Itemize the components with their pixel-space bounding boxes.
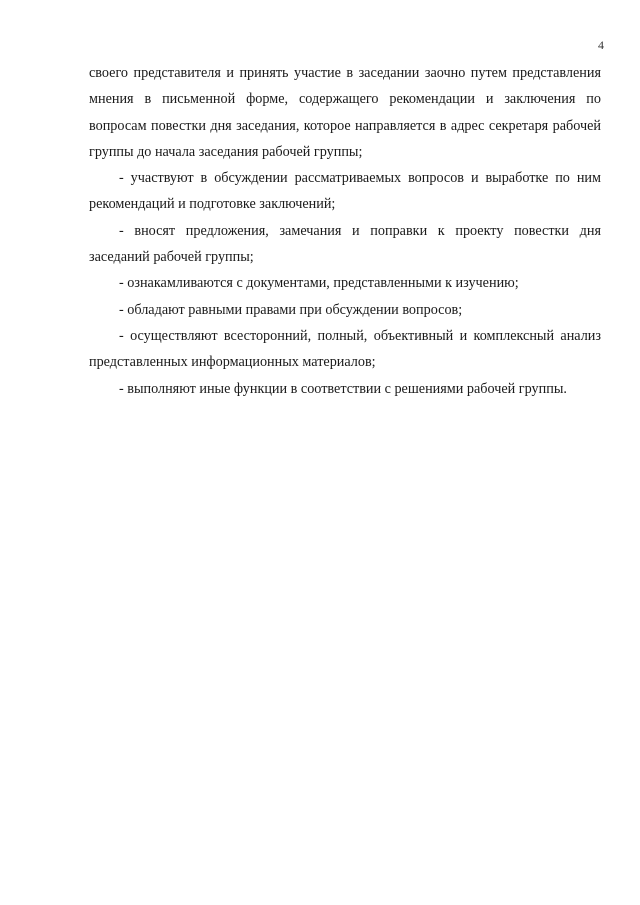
list-item-other-functions: - выполняют иные функции в соответствии с решениями рабочей группы. (119, 380, 567, 397)
list-item-review-documents: - ознакамливаются с документами, представленными к изучению; (119, 275, 519, 292)
paragraph-continuation: своего представителя и принять участие в заседании заочно путем представления мнения в письменной форме, содержащего рекомендации и заключения по вопросам повестки дня заседания, которое направляется в адрес секретаря рабочей группы до начала заседания рабочей группы; (89, 65, 601, 160)
list-item-participate-discussion: - участвуют в обсуждении рассматриваемых вопросов и выработке по ним рекомендаций и подготовке заключений; (89, 170, 601, 213)
list-item-equal-rights: - обладают равными правами при обсуждении вопросов; (119, 301, 463, 318)
list-item-comprehensive-analysis: - осуществляют всесторонний, полный, объективный и комплексный анализ представленных информационных материалов; (89, 327, 601, 371)
document-body (89, 60, 601, 402)
list-item-submit-proposals: - вносят предложения, замечания и поправки к проекту повестки дня заседаний рабочей группы; (89, 222, 601, 266)
page-number: 4 (598, 38, 604, 52)
